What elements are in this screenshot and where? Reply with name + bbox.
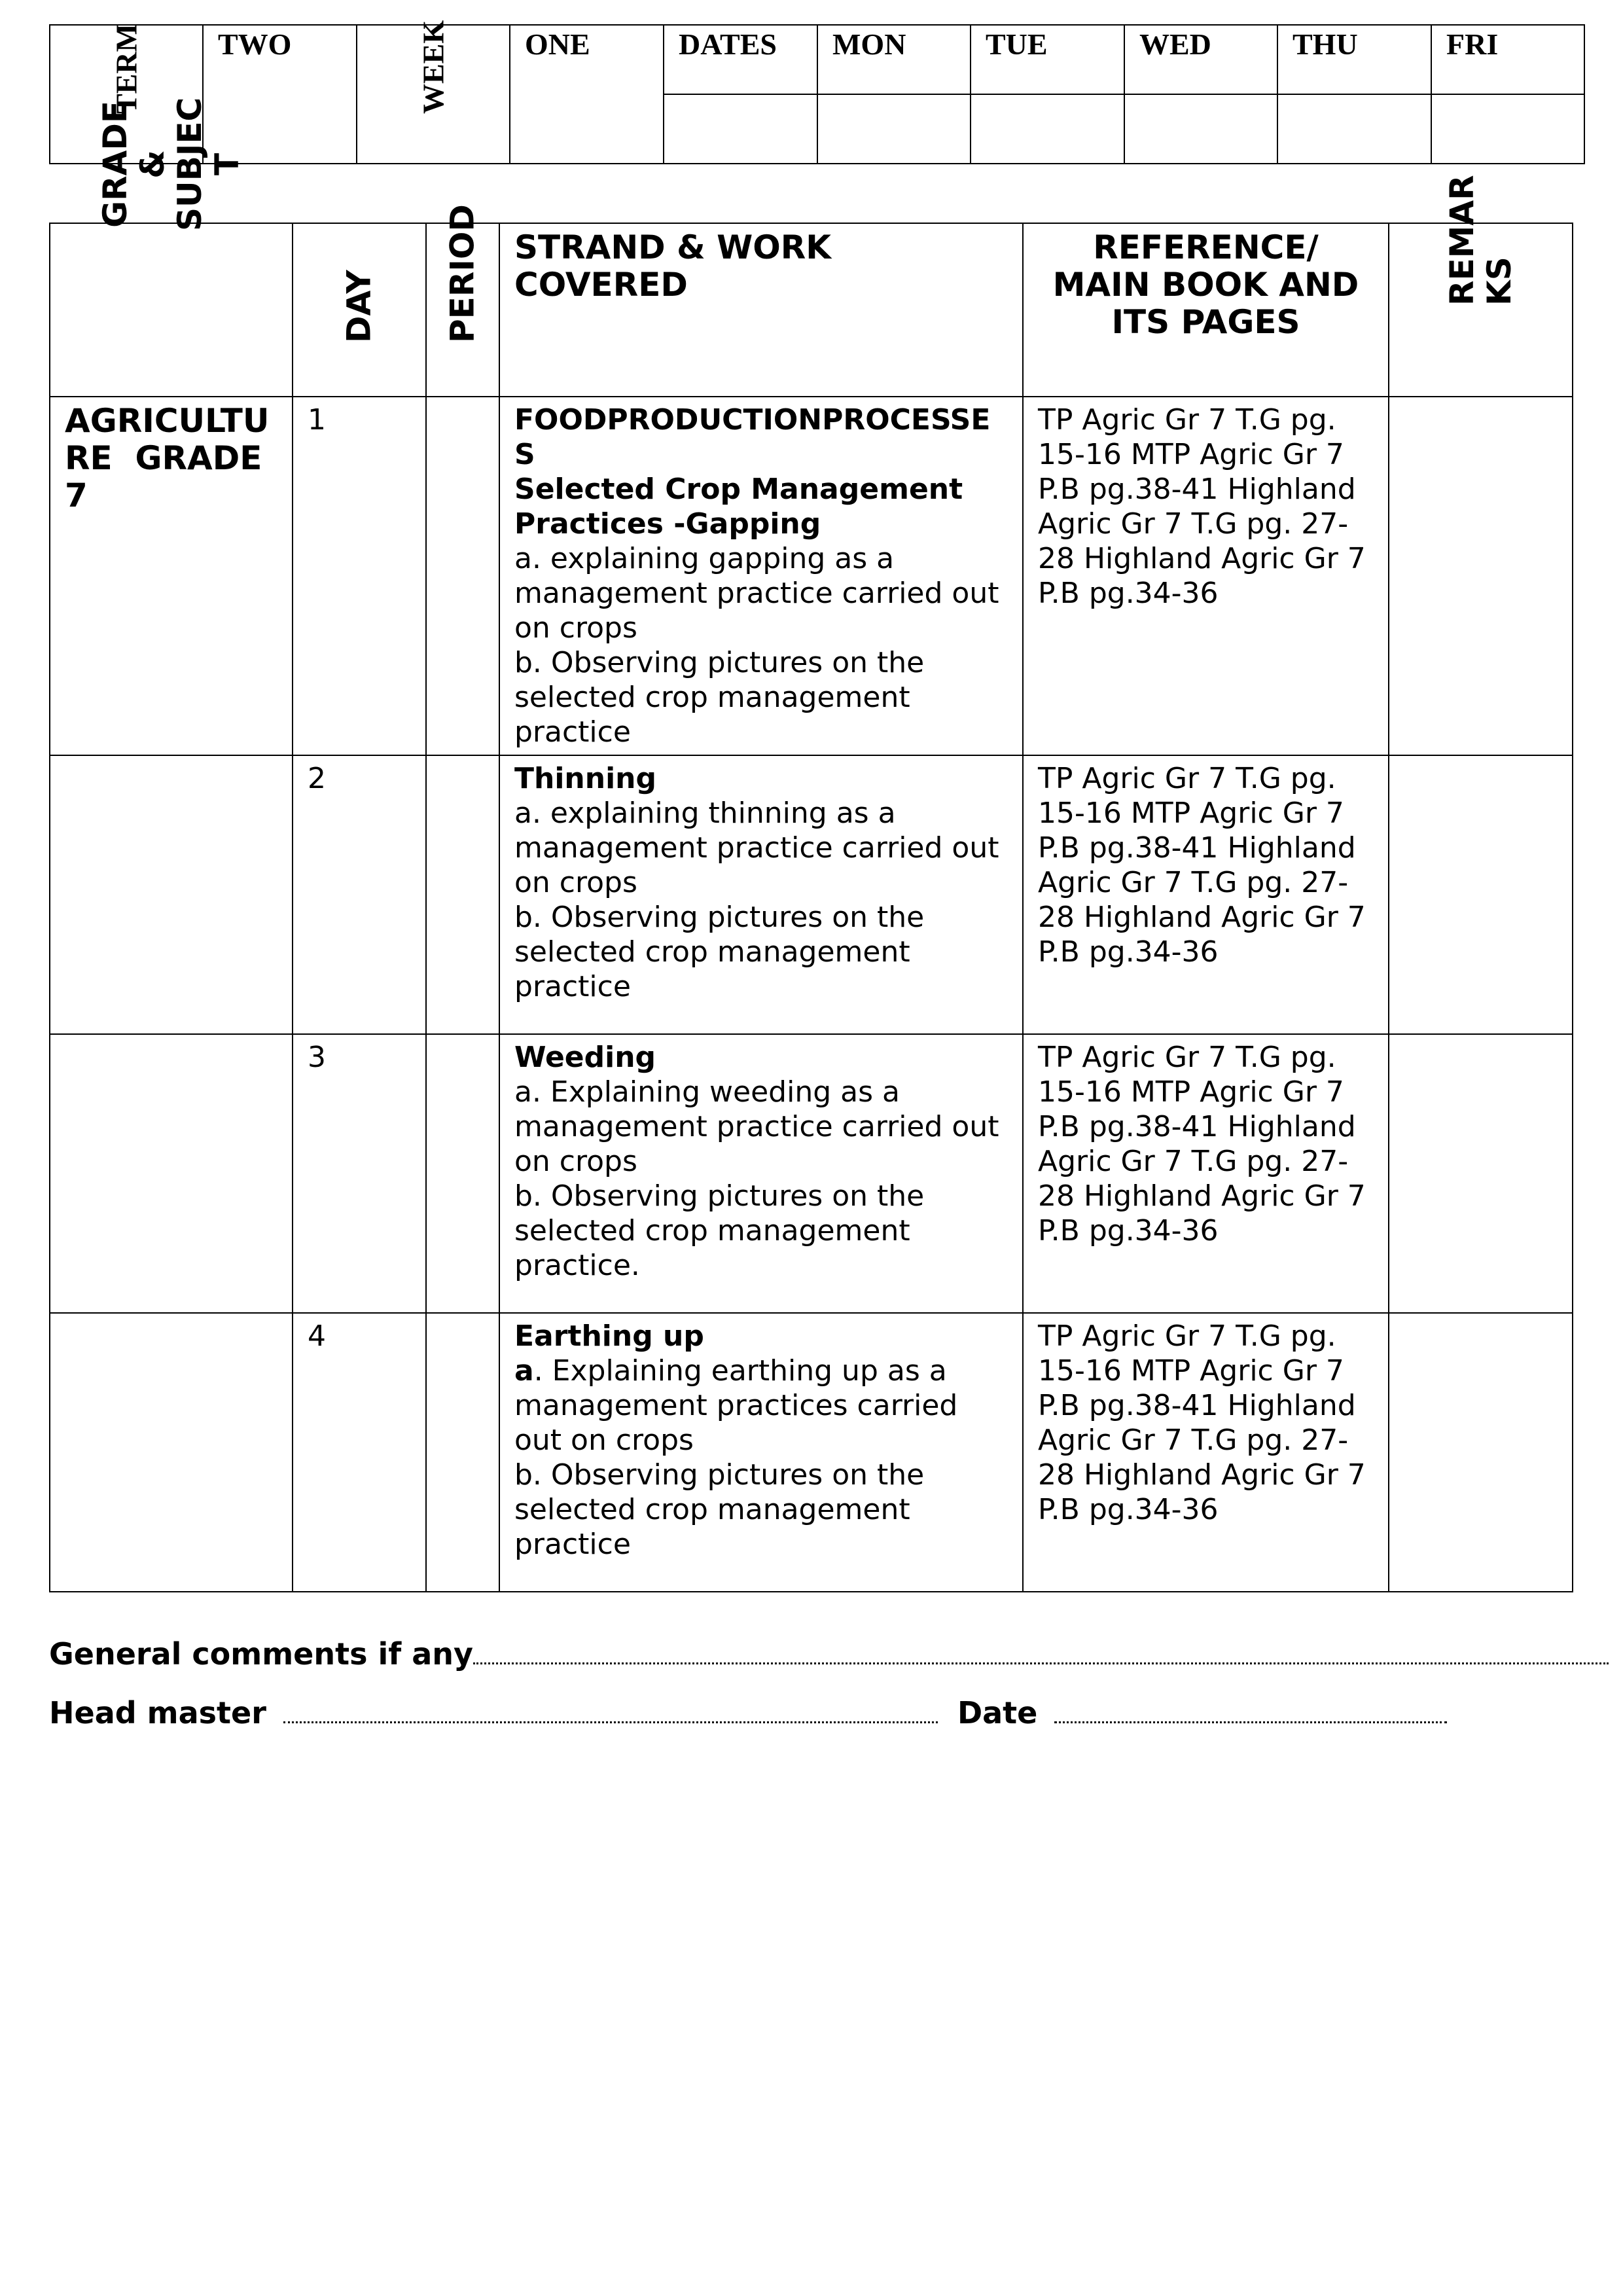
period-cell[interactable]	[426, 755, 499, 1034]
day-tue-cell	[971, 25, 1124, 94]
day-cell: 2	[293, 755, 426, 1034]
term-week-header-table	[49, 20, 1585, 164]
date-wed-cell[interactable]	[1124, 94, 1277, 164]
reference-header-line: REFERENCE/	[1093, 228, 1319, 266]
dates-label: DATES	[679, 27, 777, 61]
sub-strand-title: Weeding	[514, 1041, 656, 1074]
sub-strand-title: Selected Crop Management Practices -Gapping	[514, 473, 963, 541]
headmaster-label: Head master	[49, 1695, 266, 1731]
remarks-cell[interactable]	[1389, 1034, 1573, 1313]
activity-line: b. Observing pictures on the selected crop management practice	[514, 901, 925, 1003]
activity-line	[514, 1354, 1008, 1458]
date-label: Date	[957, 1695, 1038, 1731]
remarks-header	[1389, 175, 1573, 397]
activity-letter: a	[514, 1354, 534, 1388]
scheme-of-work-table	[49, 97, 1573, 1592]
day-mon-label: MON	[832, 27, 906, 61]
period-header-label: PERIOD	[443, 204, 482, 343]
date-tue-cell[interactable]	[971, 94, 1124, 164]
strand-title: FOODPRODUCTIONPROCESSES	[514, 403, 991, 471]
signature-line	[49, 1695, 1447, 1731]
reference-header-line: MAIN BOOK AND	[1052, 266, 1359, 304]
table-row	[50, 755, 1573, 1034]
activity-line: a. explaining gapping as a management practice carried out on crops	[514, 542, 999, 645]
reference-cell: TP Agric Gr 7 T.G pg. 15-16 MTP Agric Gr 7 P.B pg.38-41 Highland Agric Gr 7 T.G pg. 27-28 Highland Agric Gr 7 P.B pg.34-36	[1023, 1034, 1389, 1313]
grade-subject-header-line: &	[133, 150, 171, 179]
remarks-cell[interactable]	[1389, 397, 1573, 755]
reference-header-line: ITS PAGES	[1111, 303, 1300, 341]
table-row	[50, 1313, 1573, 1592]
subject-line: 7	[65, 476, 88, 514]
dates-value-cell[interactable]	[664, 94, 817, 164]
week-label-cell	[357, 20, 510, 164]
activity-line: b. Observing pictures on the selected crop management practice.	[514, 1179, 925, 1282]
strand-cell	[499, 1034, 1023, 1313]
date-thu-cell[interactable]	[1277, 94, 1431, 164]
general-comments-line	[49, 1636, 1609, 1672]
term-value: TWO	[218, 27, 292, 61]
day-header-label: DAY	[340, 270, 378, 343]
subject-cell	[50, 397, 293, 755]
day-wed-label: WED	[1139, 27, 1211, 61]
remarks-cell[interactable]	[1389, 1313, 1573, 1592]
activity-line: b. Observing pictures on the selected crop management practice	[514, 646, 925, 749]
grade-subject-header-line: SUBJEC	[170, 97, 209, 231]
day-fri-cell	[1431, 25, 1584, 94]
period-header	[426, 204, 499, 397]
strand-header-line: STRAND & WORK	[514, 228, 831, 266]
strand-header	[499, 223, 1023, 397]
subject-cell	[50, 1313, 293, 1592]
activity-line: a. explaining thinning as a management practice carried out on crops	[514, 797, 999, 899]
subject-line: RE GRADE	[65, 439, 262, 477]
subject-cell	[50, 1034, 293, 1313]
remarks-header-line: REMAR	[1442, 175, 1481, 306]
strand-header-line: COVERED	[514, 266, 688, 304]
grade-subject-header-line: T	[207, 152, 246, 175]
term-label: TERM	[109, 24, 143, 114]
day-header	[293, 223, 426, 397]
grade-subject-header	[50, 97, 293, 397]
week-value-cell	[510, 25, 664, 164]
sub-strand-title: Thinning	[514, 762, 656, 795]
day-wed-cell	[1124, 25, 1277, 94]
day-thu-cell	[1277, 25, 1431, 94]
activity-text: . Explaining earthing up as a management practices carried out on crops	[514, 1354, 958, 1457]
period-cell[interactable]	[426, 397, 499, 755]
date-fri-cell[interactable]	[1431, 94, 1584, 164]
day-cell: 1	[293, 397, 426, 755]
reference-cell: TP Agric Gr 7 T.G pg. 15-16 MTP Agric Gr 7 P.B pg.38-41 Highland Agric Gr 7 T.G pg. 27-28 Highland Agric Gr 7 P.B pg.34-36	[1023, 755, 1389, 1034]
headmaster-signature-field[interactable]	[283, 1698, 938, 1723]
sub-strand-title: Earthing up	[514, 1319, 704, 1353]
strand-cell	[499, 1313, 1023, 1592]
remarks-header-line: KS	[1480, 257, 1518, 306]
day-cell: 4	[293, 1313, 426, 1592]
day-fri-label: FRI	[1446, 27, 1499, 61]
day-thu-label: THU	[1293, 27, 1358, 61]
week-value: ONE	[525, 27, 590, 61]
week-label: WEEK	[416, 20, 450, 114]
period-cell[interactable]	[426, 1034, 499, 1313]
subject-cell	[50, 755, 293, 1034]
table-row	[50, 1034, 1573, 1313]
period-cell[interactable]	[426, 1313, 499, 1592]
subject-line: AGRICULTU	[65, 402, 270, 440]
remarks-cell[interactable]	[1389, 755, 1573, 1034]
reference-cell: TP Agric Gr 7 T.G pg. 15-16 MTP Agric Gr 7 P.B pg.38-41 Highland Agric Gr 7 T.G pg. 27-28 Highland Agric Gr 7 P.B pg.34-36	[1023, 1313, 1389, 1592]
day-cell: 3	[293, 1034, 426, 1313]
activity-line: b. Observing pictures on the selected crop management practice	[514, 1458, 925, 1561]
grade-subject-header-line: GRADE	[96, 100, 134, 228]
table-row	[50, 397, 1573, 755]
strand-cell	[499, 397, 1023, 755]
reference-header	[1023, 223, 1389, 397]
activity-line: a. Explaining weeding as a management practice carried out on crops	[514, 1075, 999, 1178]
reference-cell: TP Agric Gr 7 T.G pg. 15-16 MTP Agric Gr 7 P.B pg.38-41 Highland Agric Gr 7 T.G pg. 27-28 Highland Agric Gr 7 P.B pg.34-36	[1023, 397, 1389, 755]
general-comments-field[interactable]	[473, 1639, 1609, 1664]
date-field[interactable]	[1054, 1698, 1447, 1723]
date-mon-cell[interactable]	[817, 94, 971, 164]
dates-label-cell	[664, 25, 817, 94]
general-comments-label: General comments if any	[49, 1636, 474, 1672]
day-mon-cell	[817, 25, 971, 94]
day-tue-label: TUE	[986, 27, 1048, 61]
strand-cell	[499, 755, 1023, 1034]
table-header-row	[50, 223, 1573, 397]
